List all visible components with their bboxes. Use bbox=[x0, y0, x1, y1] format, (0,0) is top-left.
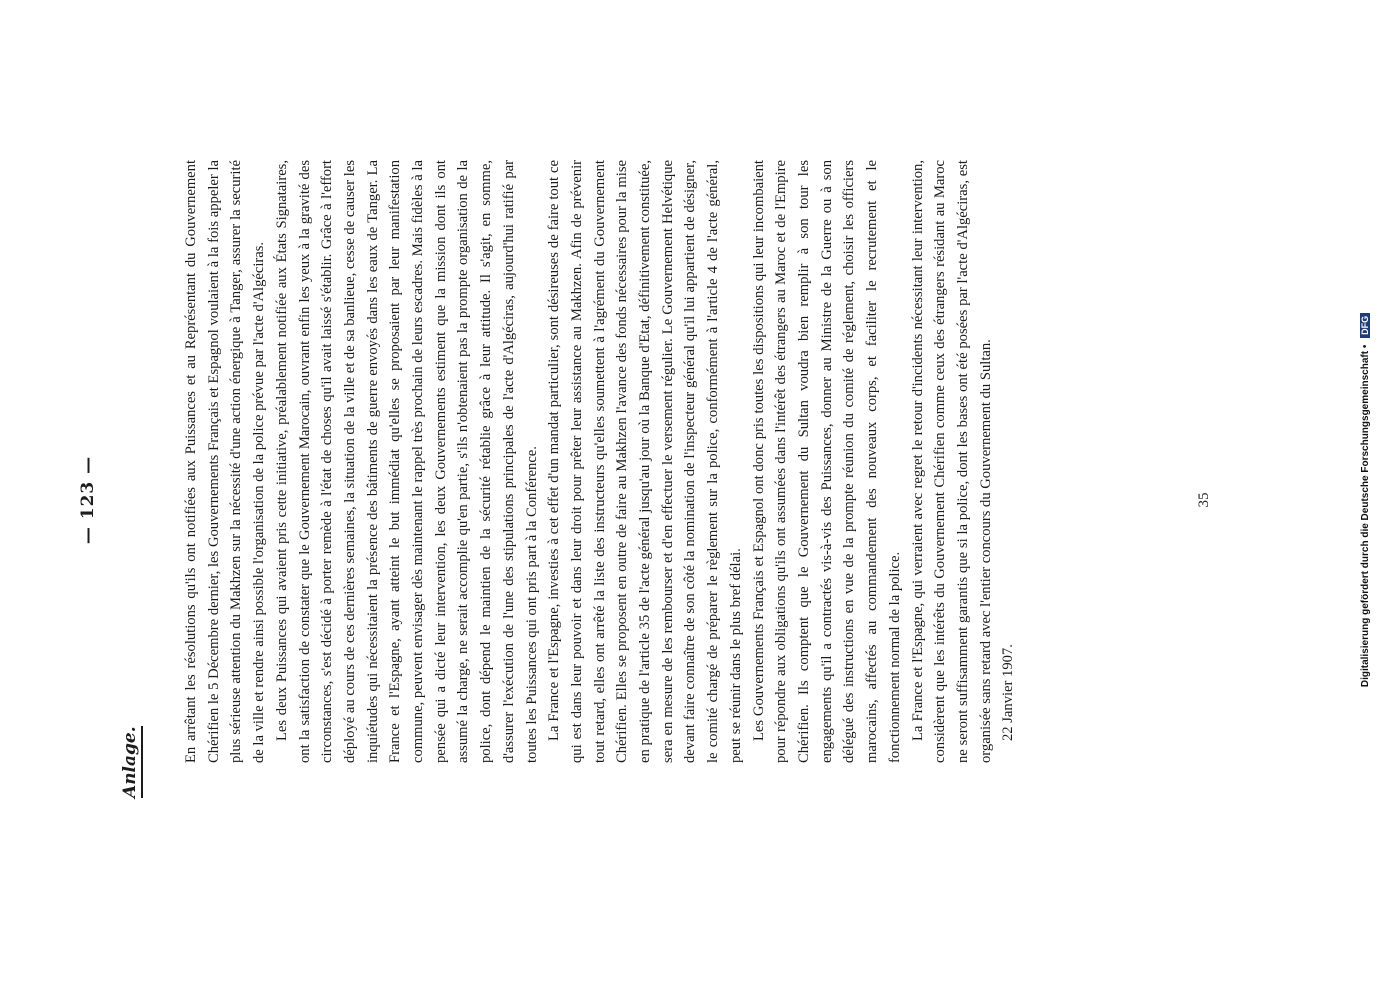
paragraph-3: La France et l'Espagne, investies à cet effet d'un mandat particulier, sont désireuses de faire tout ce qui est dans leur pouvoir et dans leur droit pour prêter leur assistance au Makhzen. Afin de prévenir tout retard, elles ont arrêté la liste des instructeurs qu'elles soumettent à l'agrément du Gouvernement Chérifien. Elles se proposent en outre de faire au Makhzen l'avance des fonds nécessaires pour la mise en pratique de l'article 35 de l'acte général jusqu'au jour où la Banque d'Etat, définitivement constituée, sera en mesure de les rembourser et d'en effectuer le versement régulier. Le Gouvernement Helvétique devant faire connaître de son côté la nomination de l'inspecteur général qu'il lui appartient de désigner, le comité chargé de préparer le règlement sur la police, conformément à l'article 4 de l'acte général, peut se réunir dans le plus bref délai. bbox=[546, 160, 744, 763]
paragraph-2: Les deux Puissances qui avaient pris cette initiative, préalablement notifiée aux États Signataires, ont la satisfaction de constater que le Gouvernement Marocain, ouvrant enfin les yeux à la gravité des circonstances, s'est décidé à porter remède à l'état de choses qu'il avait laissé s'établir. Grâce à l'effort déployé au cours de ces dernières semaines, la situation de la ville et de sa banlieue, cesse de causer les inquiétudes qui nécessitaient la présence des bâtiments de guerre envoyés dans les eaux de Tanger. La France et l'Espagne, ayant atteint le but immédiat qu'elles se proposaient par leur manifestation commune, peuvent envisager dès maintenant le rappel très prochain de leurs escadres. Mais fidèles à la pensée qui a dicté leur intervention, les deux Gouvernements estiment que la mission dont ils ont assumé la charge, ne serait accomplie qu'en partie, s'ils n'obtenaient pas la prompte organisation de la police, dont dépend le maintien de la sécurité rétablie grâce à leur attitude. Il s'agit, en somme, d'assurer l'exécution de l'une des stipulations principales de l'acte d'Algéciras, aujourd'hui ratifié par toutes les Puissances qui ont pris part à la Conférence. bbox=[273, 160, 540, 763]
document-date: 22 Janvier 1907. bbox=[1000, 644, 1017, 741]
page-header-number: — 123 — bbox=[78, 455, 98, 545]
annex-label: Anlage. bbox=[120, 726, 143, 798]
document-body bbox=[180, 160, 1020, 763]
paragraph-1: En arrêtant les résolutions qu'ils ont notifiées aux Puissances et au Représentant du Gouvernement Chérifien le 5 Décembre dernier, les Gouvernements Français et Espagnol voulaient à la fois appeler la plus sérieuse attention du Makhzen sur la nécessité d'une action énergique à Tanger, assurer la securité de la ville et rendre ainsi possible l'organisation de la police prévue par l'acte d'Algéciras. bbox=[183, 160, 268, 763]
digitization-note-text: Digitalisierung gefördert durch die Deutsche Forschungsgemeinschaft • bbox=[1360, 344, 1371, 688]
digitization-note bbox=[1360, 0, 1371, 1000]
footer-page-number: 35 bbox=[1196, 492, 1212, 508]
paragraph-4: Les Gouvernements Français et Espagnol ont donc pris toutes les dispositions qui leur incombaient pour répondre aux obligations qu'ils ont assumées dans l'intérêt des étrangers au Maroc et de l'Empire Chérifien. Ils comptent que le Gouvernement du Sultan voudra bien remplir à son tour les engagements qu'il a contractés vis-à-vis des Puissances, donner au Ministre de la Guerre ou à son délégué des instructions en vue de la prompte réunion du comité de réglement, choisir les officiers marocains, affectés au commandement des nouveaux corps, et faciliter le recrutement et le fonctionnement normal de la police. bbox=[750, 160, 903, 763]
dfg-badge: DFG bbox=[1360, 313, 1370, 338]
paragraph-5: La France et l'Espagne, qui verraient avec regret le retour d'incidents nécessitant leur intervention, considèrent que les intérêts du Gouvernement Chérifien comme ceux des étrangers résidant au Maroc ne seront suffisamment garantis que si la police, dont les bases ont été posées par l'acte d'Algéciras, est organisée sans retard avec l'entier concours du Gouvernement du Sultan. bbox=[909, 160, 994, 763]
